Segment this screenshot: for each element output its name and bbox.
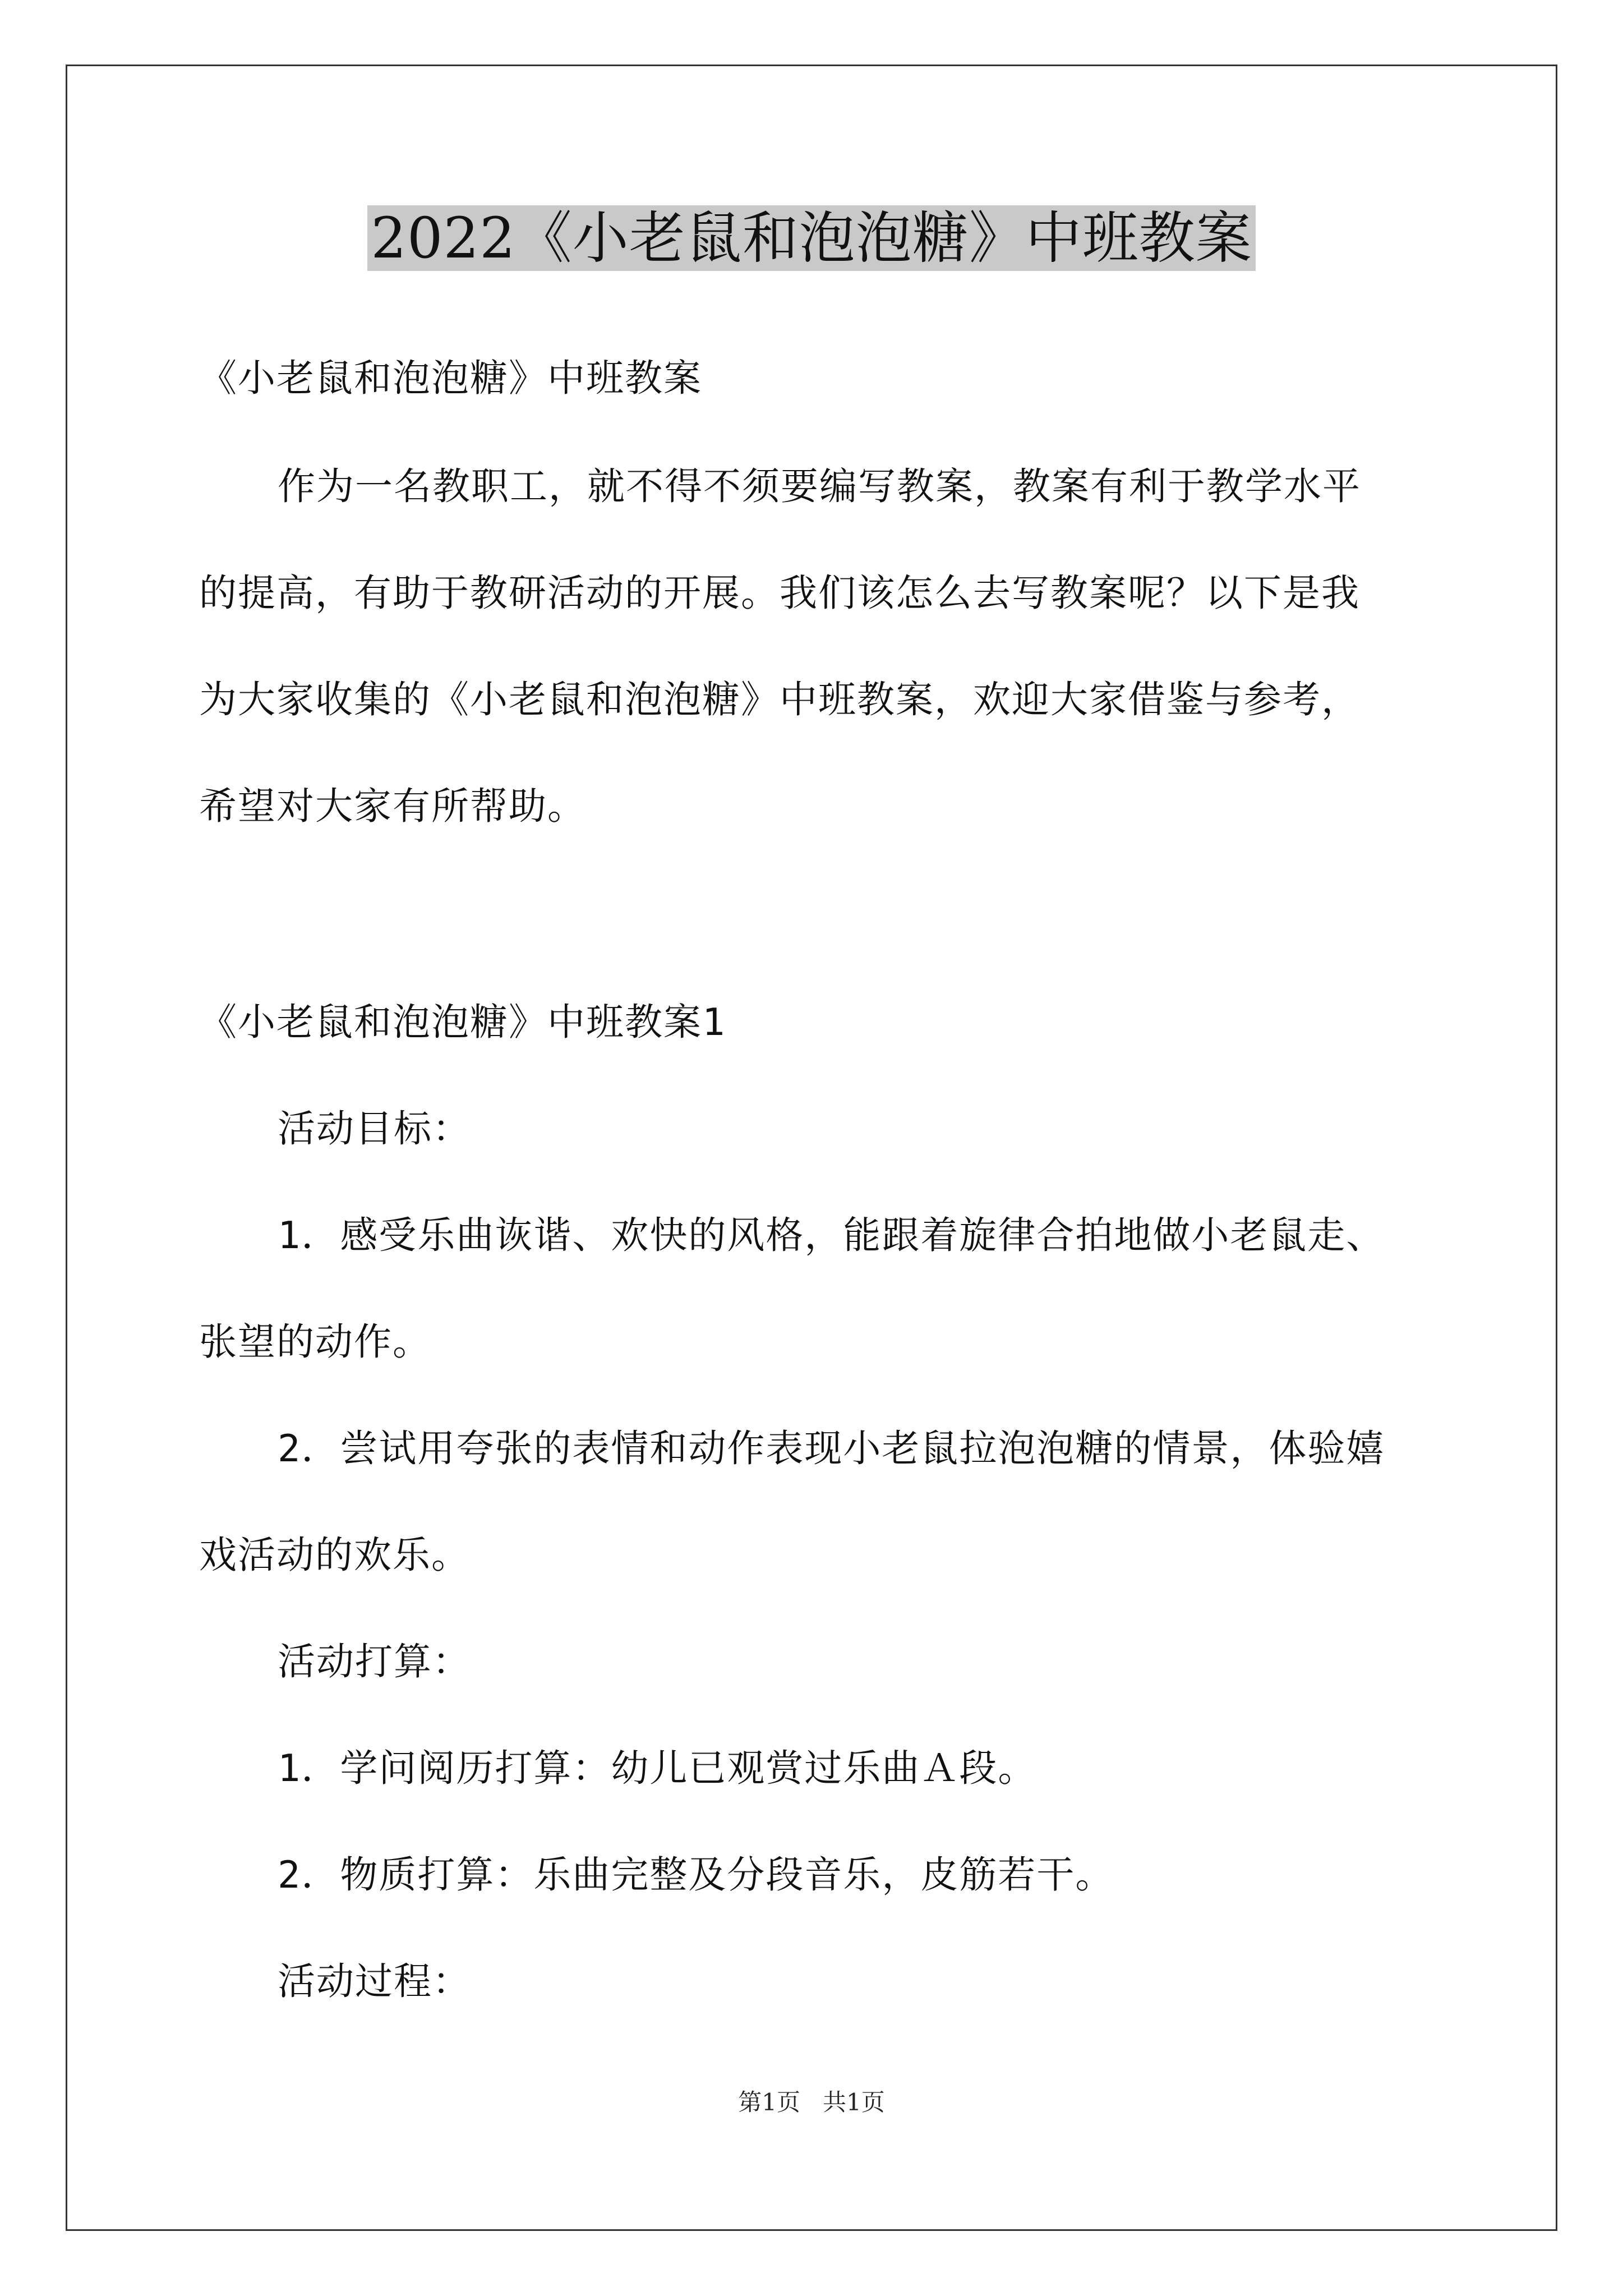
prep-label: 活动打算： [278, 1640, 471, 1683]
goal-1-line-2: 张望的动作。 [199, 1320, 431, 1364]
intro-line-4: 希望对大家有所帮助。 [199, 784, 586, 828]
page-total: 共1页 [823, 2088, 885, 2116]
section-heading: 《小老鼠和泡泡糖》中班教案1 [199, 1000, 726, 1044]
page-number: 第1页 [738, 2088, 800, 2116]
goal-2-line-1: 2．尝试用夸张的表情和动作表现小老鼠拉泡泡糖的情景，体验嬉 [278, 1427, 1385, 1470]
goal-2-line-2: 戏活动的欢乐。 [199, 1533, 470, 1577]
document-title [0, 199, 1623, 278]
goals-label: 活动目标： [278, 1107, 471, 1151]
subtitle: 《小老鼠和泡泡糖》中班教案 [199, 356, 702, 400]
intro-line-2: 的提高，有助于教研活动的开展。我们该怎么去写教案呢？以下是我 [199, 571, 1360, 615]
prep-item-2: 2．物质打算：乐曲完整及分段音乐，皮筋若干。 [278, 1853, 1114, 1897]
page-footer [0, 2086, 1623, 2119]
prep-item-1: 1．学问阅历打算：幼儿已观赏过乐曲Ａ段。 [278, 1746, 1037, 1790]
process-label: 活动过程： [278, 1959, 471, 2003]
intro-line-3: 为大家收集的《小老鼠和泡泡糖》中班教案，欢迎大家借鉴与参考， [199, 678, 1360, 721]
goal-1-line-1: 1．感受乐曲诙谐、欢快的风格，能跟着旋律合拍地做小老鼠走、 [278, 1213, 1385, 1257]
document-title-text: 2022《小老鼠和泡泡糖》中班教案 [367, 205, 1256, 271]
intro-line-1: 作为一名教职工，就不得不须要编写教案，教案有利于教学水平 [278, 464, 1361, 508]
